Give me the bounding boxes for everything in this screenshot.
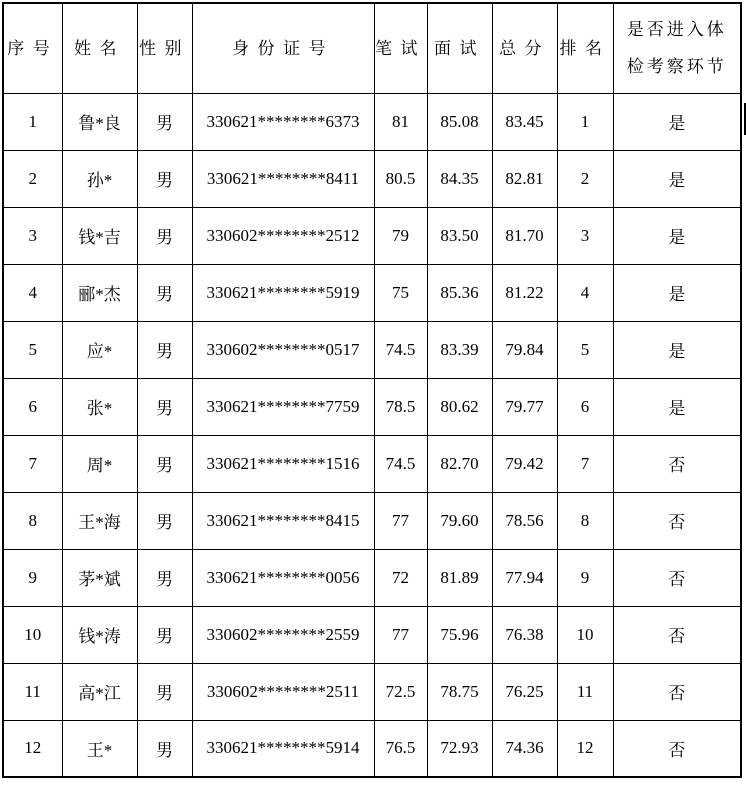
cell-id: 330621********5914 xyxy=(192,720,374,777)
cell-gender: 男 xyxy=(137,264,192,321)
table-row xyxy=(3,549,741,606)
cell-written: 78.5 xyxy=(374,378,427,435)
cell-gender: 男 xyxy=(137,720,192,777)
cell-gender: 男 xyxy=(137,663,192,720)
table-row xyxy=(3,435,741,492)
cell-index: 1 xyxy=(3,93,62,150)
cell-rank: 1 xyxy=(557,93,613,150)
cell-name: 郦*杰 xyxy=(62,264,137,321)
cell-id: 330621********6373 xyxy=(192,93,374,150)
cell-id: 330621********8411 xyxy=(192,150,374,207)
cell-rank: 7 xyxy=(557,435,613,492)
cell-written: 74.5 xyxy=(374,321,427,378)
cell-pass: 否 xyxy=(613,549,741,606)
cell-index: 12 xyxy=(3,720,62,777)
cell-pass: 否 xyxy=(613,606,741,663)
cell-name: 应* xyxy=(62,321,137,378)
cell-written: 81 xyxy=(374,93,427,150)
cell-pass: 否 xyxy=(613,435,741,492)
cell-pass: 是 xyxy=(613,93,741,150)
cell-gender: 男 xyxy=(137,207,192,264)
cell-interview: 78.75 xyxy=(427,663,492,720)
cell-name: 王*海 xyxy=(62,492,137,549)
cell-written: 76.5 xyxy=(374,720,427,777)
cell-total: 78.56 xyxy=(492,492,557,549)
cell-index: 8 xyxy=(3,492,62,549)
cell-interview: 82.70 xyxy=(427,435,492,492)
cell-rank: 11 xyxy=(557,663,613,720)
cell-id: 330621********1516 xyxy=(192,435,374,492)
cell-interview: 83.39 xyxy=(427,321,492,378)
table-row xyxy=(3,606,741,663)
cell-written: 77 xyxy=(374,492,427,549)
cell-interview: 84.35 xyxy=(427,150,492,207)
table-row xyxy=(3,492,741,549)
cell-written: 79 xyxy=(374,207,427,264)
cell-total: 76.38 xyxy=(492,606,557,663)
cell-id: 330621********8415 xyxy=(192,492,374,549)
table-body xyxy=(3,93,741,777)
score-table xyxy=(2,2,742,778)
cell-index: 4 xyxy=(3,264,62,321)
cell-pass: 是 xyxy=(613,378,741,435)
cell-index: 3 xyxy=(3,207,62,264)
cell-pass: 否 xyxy=(613,720,741,777)
cell-name: 鲁*良 xyxy=(62,93,137,150)
cell-interview: 83.50 xyxy=(427,207,492,264)
cell-index: 5 xyxy=(3,321,62,378)
cell-total: 76.25 xyxy=(492,663,557,720)
column-header-written: 笔试 xyxy=(374,3,427,93)
cell-index: 9 xyxy=(3,549,62,606)
cell-total: 82.81 xyxy=(492,150,557,207)
cell-name: 高*江 xyxy=(62,663,137,720)
column-header-index: 序号 xyxy=(3,3,62,93)
cell-interview: 85.08 xyxy=(427,93,492,150)
cell-gender: 男 xyxy=(137,321,192,378)
cell-total: 79.42 xyxy=(492,435,557,492)
table-row xyxy=(3,150,741,207)
cell-name: 孙* xyxy=(62,150,137,207)
cell-total: 77.94 xyxy=(492,549,557,606)
cell-pass: 是 xyxy=(613,321,741,378)
column-header-gender: 性别 xyxy=(137,3,192,93)
cell-total: 79.84 xyxy=(492,321,557,378)
cell-gender: 男 xyxy=(137,93,192,150)
cell-written: 80.5 xyxy=(374,150,427,207)
cell-name: 茅*斌 xyxy=(62,549,137,606)
cell-pass: 是 xyxy=(613,264,741,321)
cell-written: 72 xyxy=(374,549,427,606)
header-row xyxy=(3,3,741,93)
cell-rank: 6 xyxy=(557,378,613,435)
cell-name: 周* xyxy=(62,435,137,492)
cell-gender: 男 xyxy=(137,492,192,549)
cell-rank: 3 xyxy=(557,207,613,264)
cell-index: 11 xyxy=(3,663,62,720)
cell-total: 74.36 xyxy=(492,720,557,777)
cell-id: 330621********5919 xyxy=(192,264,374,321)
cell-name: 王* xyxy=(62,720,137,777)
cell-interview: 81.89 xyxy=(427,549,492,606)
cell-rank: 10 xyxy=(557,606,613,663)
column-header-interview: 面试 xyxy=(427,3,492,93)
cell-id: 330621********7759 xyxy=(192,378,374,435)
cell-interview: 80.62 xyxy=(427,378,492,435)
cell-rank: 2 xyxy=(557,150,613,207)
cell-gender: 男 xyxy=(137,150,192,207)
cell-index: 7 xyxy=(3,435,62,492)
cell-name: 钱*吉 xyxy=(62,207,137,264)
cell-written: 72.5 xyxy=(374,663,427,720)
table-row xyxy=(3,207,741,264)
cell-written: 74.5 xyxy=(374,435,427,492)
table-row xyxy=(3,663,741,720)
cell-interview: 85.36 xyxy=(427,264,492,321)
cell-written: 75 xyxy=(374,264,427,321)
cell-index: 6 xyxy=(3,378,62,435)
cell-id: 330602********0517 xyxy=(192,321,374,378)
table-row xyxy=(3,264,741,321)
cell-total: 83.45 xyxy=(492,93,557,150)
cell-id: 330602********2511 xyxy=(192,663,374,720)
column-header-id: 身份证号 xyxy=(192,3,374,93)
cell-pass: 否 xyxy=(613,663,741,720)
cell-pass: 是 xyxy=(613,150,741,207)
cell-rank: 12 xyxy=(557,720,613,777)
cell-rank: 4 xyxy=(557,264,613,321)
cell-name: 钱*涛 xyxy=(62,606,137,663)
table-row xyxy=(3,93,741,150)
cell-index: 2 xyxy=(3,150,62,207)
cell-gender: 男 xyxy=(137,606,192,663)
cell-interview: 75.96 xyxy=(427,606,492,663)
cell-interview: 72.93 xyxy=(427,720,492,777)
cell-gender: 男 xyxy=(137,549,192,606)
cell-rank: 8 xyxy=(557,492,613,549)
cell-id: 330602********2559 xyxy=(192,606,374,663)
column-header-name: 姓名 xyxy=(62,3,137,93)
cell-interview: 79.60 xyxy=(427,492,492,549)
cell-pass: 是 xyxy=(613,207,741,264)
cell-written: 77 xyxy=(374,606,427,663)
cell-total: 79.77 xyxy=(492,378,557,435)
cell-rank: 5 xyxy=(557,321,613,378)
column-header-pass: 是否进入体检考察环节 xyxy=(613,3,741,93)
table-row xyxy=(3,321,741,378)
cell-gender: 男 xyxy=(137,378,192,435)
column-header-rank: 排名 xyxy=(557,3,613,93)
cell-rank: 9 xyxy=(557,549,613,606)
cell-total: 81.70 xyxy=(492,207,557,264)
column-header-total: 总分 xyxy=(492,3,557,93)
cell-index: 10 xyxy=(3,606,62,663)
table-row xyxy=(3,720,741,777)
cell-name: 张* xyxy=(62,378,137,435)
cell-total: 81.22 xyxy=(492,264,557,321)
cell-id: 330602********2512 xyxy=(192,207,374,264)
cell-pass: 否 xyxy=(613,492,741,549)
table-row xyxy=(3,378,741,435)
cell-id: 330621********0056 xyxy=(192,549,374,606)
cell-gender: 男 xyxy=(137,435,192,492)
